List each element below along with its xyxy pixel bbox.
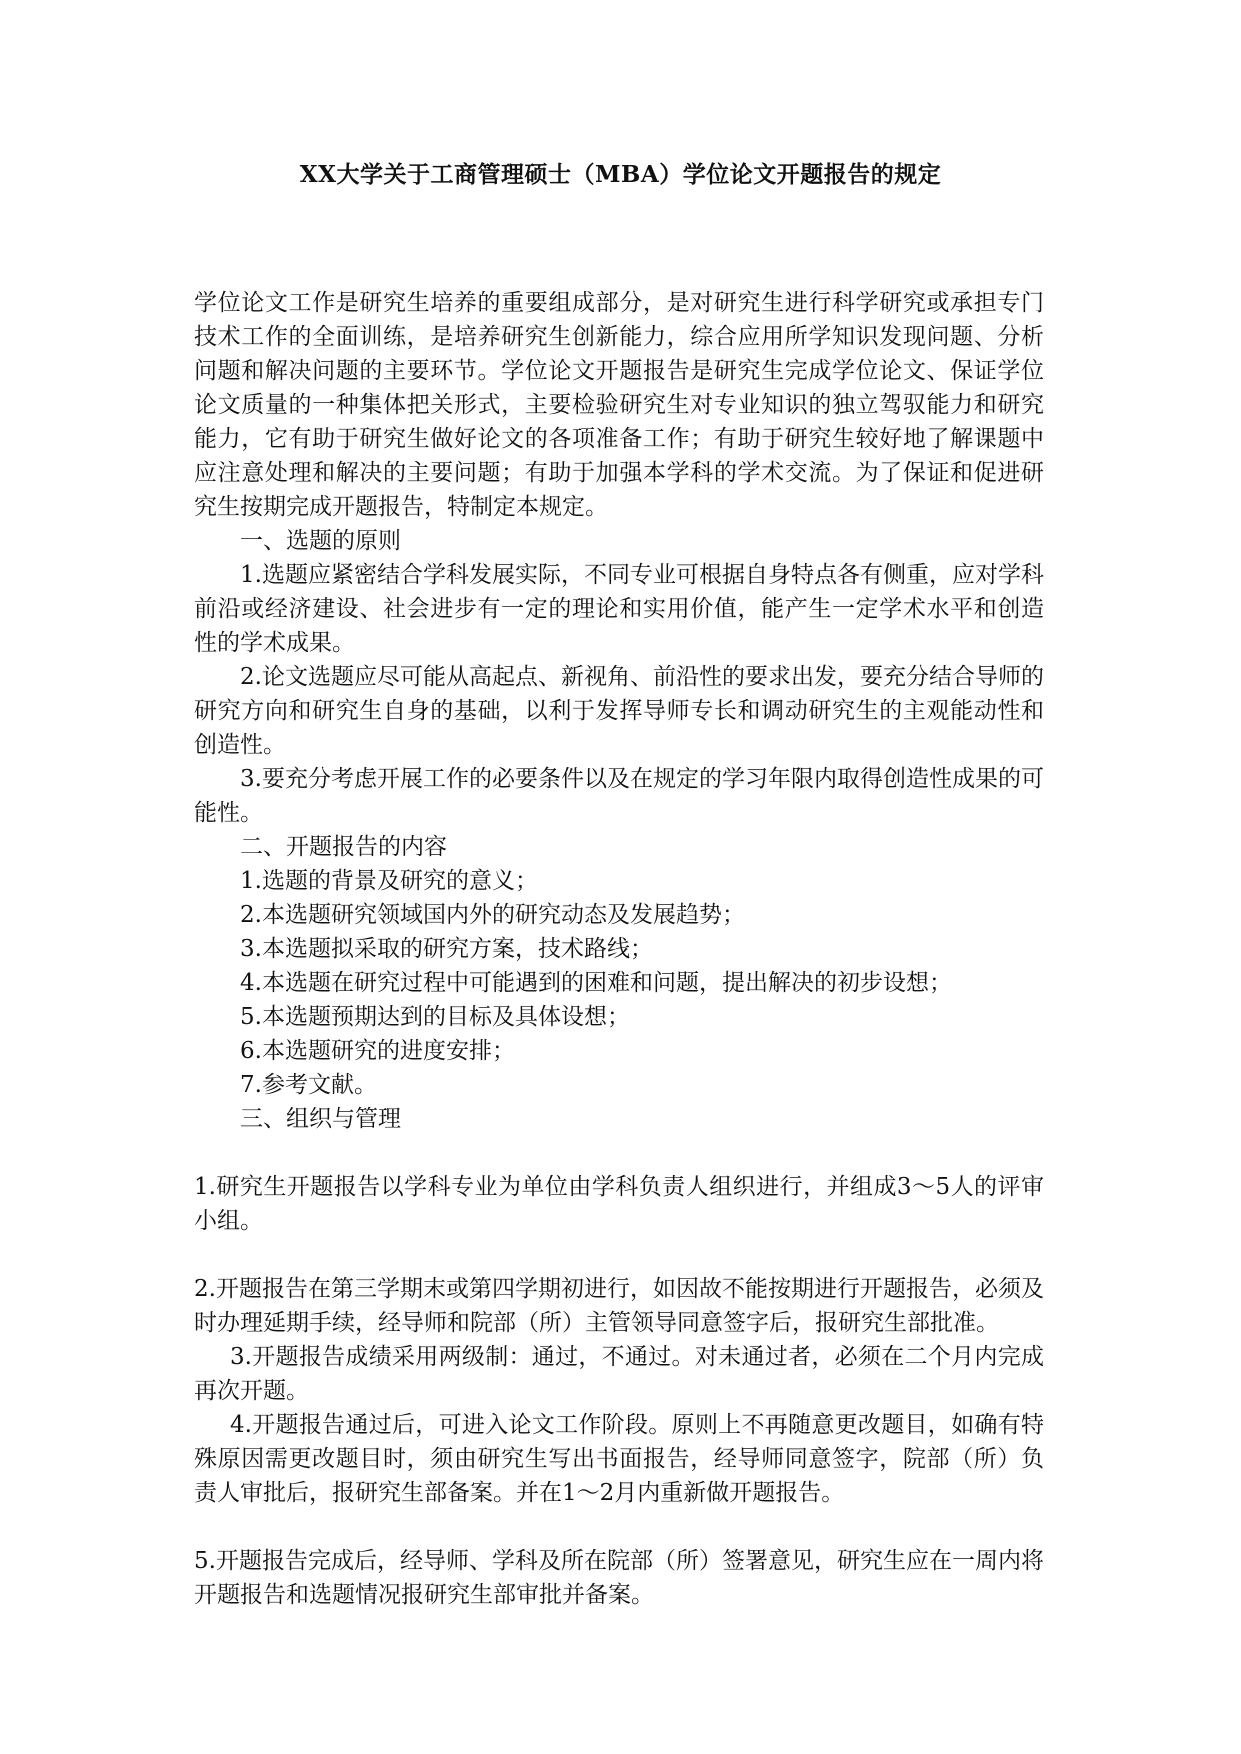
section3-item-1: 1.研究生开题报告以学科专业为单位由学科负责人组织进行，并组成3～5人的评审小组。 [194,1174,1044,1234]
section1-item-3: 3.要充分考虑开展工作的必要条件以及在规定的学习年限内取得创造性成果的可能性。 [194,766,1044,826]
section2-item-6: 6.本选题研究的进度安排； [240,1038,515,1064]
section3-item-2: 2.开题报告在第三学期末或第四学期初进行，如因故不能按期进行开题报告，必须及时办理延期手续，经导师和院部（所）主管领导同意签字后，报研究生部批准。 [194,1276,1044,1336]
section2-item-1: 1.选题的背景及研究的意义； [240,868,538,894]
section2-item-3: 3.本选题拟采取的研究方案，技术路线； [240,936,653,962]
section3-item-3: 3.开题报告成绩采用两级制：通过，不通过。对未通过者，必须在二个月内完成再次开题。 [194,1344,1044,1404]
section2-item-2: 2.本选题研究领域国内外的研究动态及发展趋势； [240,902,745,928]
section1-heading: 一、选题的原则 [240,528,401,554]
section2-item-4: 4.本选题在研究过程中可能遇到的困难和问题，提出解决的初步设想； [240,970,952,996]
section3-heading: 三、组织与管理 [240,1106,401,1132]
section2-heading: 二、开题报告的内容 [240,834,447,860]
document-title: XX大学关于工商管理硕士（MBA）学位论文开题报告的规定 [299,161,942,188]
section2-item-5: 5.本选题预期达到的目标及具体设想； [240,1004,630,1030]
section3-item-4: 4.开题报告通过后，可进入论文工作阶段。原则上不再随意更改题目，如确有特殊原因需更改题目时，须由研究生写出书面报告，经导师同意签字，院部（所）负责人审批后，报研究生部备案。并在1～2月内重新做开题报告。 [194,1412,1044,1506]
intro-paragraph: 学位论文工作是研究生培养的重要组成部分，是对研究生进行科学研究或承担专门技术工作的全面训练，是培养研究生创新能力，综合应用所学知识发现问题、分析问题和解决问题的主要环节。学位论文开题报告是研究生完成学位论文、保证学位论文质量的一种集体把关形式，主要检验研究生对专业知识的独立驾驭能力和研究能力，它有助于研究生做好论文的各项准备工作；有助于研究生较好地了解课题中应注意处理和解决的主要问题；有助于加强本学科的学术交流。为了保证和促进研究生按期完成开题报告，特制定本规定。 [194,290,1044,520]
document-body [194,286,1044,1612]
section1-item-1: 1.选题应紧密结合学科发展实际，不同专业可根据自身特点各有侧重，应对学科前沿或经济建设、社会进步有一定的理论和实用价值，能产生一定学术水平和创造性的学术成果。 [194,562,1044,656]
section3-item-5: 5.开题报告完成后，经导师、学科及所在院部（所）签署意见，研究生应在一周内将开题报告和选题情况报研究生部审批并备案。 [194,1548,1044,1608]
section2-item-7: 7.参考文献。 [240,1072,377,1098]
section1-item-2: 2.论文选题应尽可能从高起点、新视角、前沿性的要求出发，要充分结合导师的研究方向和研究生自身的基础，以利于发挥导师专长和调动研究生的主观能动性和创造性。 [194,664,1044,758]
